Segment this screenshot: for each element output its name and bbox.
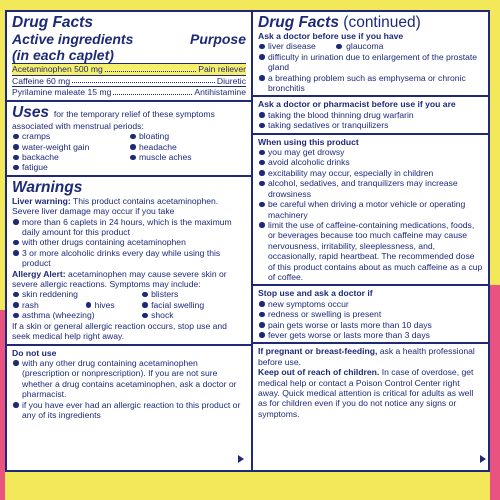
bullet-icon bbox=[259, 322, 265, 328]
bullet-icon bbox=[259, 181, 265, 187]
bullet-icon bbox=[142, 302, 148, 308]
do-not-use-heading: Do not use bbox=[12, 347, 57, 358]
bullet-icon bbox=[259, 222, 265, 228]
bullet-icon bbox=[86, 302, 92, 308]
pregnancy-children-section bbox=[253, 342, 488, 470]
bullet-icon bbox=[130, 155, 136, 161]
do-not-use-section bbox=[7, 344, 251, 471]
bullet-icon bbox=[259, 312, 265, 318]
bullet-icon bbox=[259, 150, 265, 156]
list-item: alcohol, sedatives, and tranquilizers may increase drowsiness bbox=[258, 178, 483, 199]
allergy-alert-label: Allergy Alert: bbox=[12, 268, 66, 279]
bullet-icon bbox=[13, 165, 19, 171]
continued-label: (continued) bbox=[343, 14, 421, 31]
ask-doctor-heading: Ask a doctor before use if you have bbox=[258, 31, 404, 41]
ask-doctor-list bbox=[258, 41, 483, 93]
list-item: if you have ever had an allergic reaction to this product or any of its ingredients bbox=[12, 400, 246, 421]
uses-paragraph bbox=[12, 104, 246, 131]
continue-arrow-icon bbox=[238, 455, 244, 463]
ingredient-row bbox=[12, 75, 246, 87]
warnings-section bbox=[7, 175, 251, 344]
list-item: hives bbox=[85, 300, 141, 310]
list-item: facial swelling bbox=[141, 300, 246, 310]
ingredient-purpose: Diuretic bbox=[216, 75, 246, 86]
bullet-icon bbox=[142, 292, 148, 298]
warnings-heading: Warnings bbox=[12, 178, 83, 196]
bullet-icon bbox=[336, 44, 342, 50]
bullet-icon bbox=[13, 219, 19, 225]
list-item: excitability may occur, especially in children bbox=[258, 168, 483, 178]
ingredient-row bbox=[12, 86, 246, 98]
list-item: rash bbox=[12, 300, 85, 310]
liver-warning-list bbox=[12, 217, 246, 269]
drug-facts-panel bbox=[5, 10, 490, 472]
bullet-icon bbox=[13, 144, 19, 150]
active-ingredients-subheading bbox=[12, 47, 246, 63]
bullet-icon bbox=[13, 302, 19, 308]
ingredient-name: Pyrilamine maleate 15 mg bbox=[12, 87, 112, 98]
bullet-icon bbox=[259, 112, 265, 118]
bullet-icon bbox=[259, 202, 265, 208]
keep-out-of-reach bbox=[258, 367, 483, 419]
list-item: cramps bbox=[12, 131, 129, 141]
list-item: you may get drowsy bbox=[258, 147, 483, 157]
bullet-icon bbox=[259, 301, 265, 307]
ingredient-purpose: Pain reliever bbox=[198, 64, 246, 74]
bullet-icon bbox=[13, 240, 19, 246]
stop-use-list bbox=[258, 299, 483, 341]
drug-facts-title-right: Drug Facts bbox=[258, 14, 339, 31]
active-ingredients-heading: Active ingredients bbox=[12, 31, 134, 47]
list-item: bloating bbox=[129, 131, 246, 141]
bullet-icon bbox=[259, 123, 265, 129]
list-item: limit the use of caffeine-containing medications, foods, or beverages because too much caffeine may cause nervousness, irritability, sleeplessness, and, occasionally, rapid heartbeat. The recommended dose of this product contains about as much caffeine as a cup of coffee. bbox=[258, 220, 483, 282]
bullet-icon bbox=[259, 170, 265, 176]
list-item: skin reddening bbox=[12, 289, 141, 299]
bullet-icon bbox=[259, 332, 265, 338]
list-item: liver disease glaucoma bbox=[258, 41, 483, 51]
do-not-use-list bbox=[12, 358, 246, 420]
liver-warning-text: This product contains acetaminophen. Severe liver damage may occur if you take bbox=[12, 195, 219, 217]
list-item: shock bbox=[141, 310, 246, 320]
list-item: be careful when driving a motor vehicle or operating machinery bbox=[258, 199, 483, 220]
drug-facts-right-column bbox=[253, 12, 488, 470]
ask-pharmacist-list bbox=[258, 110, 483, 131]
list-item: redness or swelling is present bbox=[258, 309, 483, 319]
ingredient-row bbox=[12, 63, 246, 75]
drug-facts-left-column bbox=[7, 12, 253, 470]
bullet-icon bbox=[13, 134, 19, 140]
allergy-action-text: If a skin or general allergic reaction occurs, stop use and seek medical help right away. bbox=[12, 320, 227, 342]
uses-list bbox=[12, 131, 246, 173]
ask-pharmacist-heading: Ask a doctor or pharmacist before use if you are bbox=[258, 99, 456, 110]
list-item: fever gets worse or lasts more than 3 days bbox=[258, 330, 483, 340]
ingredient-purpose: Antihistamine bbox=[194, 87, 246, 98]
active-ingredients-header bbox=[12, 31, 246, 47]
stop-use-heading: Stop use and ask a doctor if bbox=[258, 288, 373, 299]
list-item: avoid alcoholic drinks bbox=[258, 157, 483, 167]
allergy-alert bbox=[12, 269, 246, 290]
purpose-heading: Purpose bbox=[189, 31, 246, 47]
pregnancy-warning bbox=[258, 346, 483, 367]
bullet-icon bbox=[13, 250, 19, 256]
list-item: with any other drug containing acetaminophen (prescription or nonprescription). If you are not sure whether a drug contains acetaminophen, ask a doctor or pharmacist. bbox=[12, 358, 246, 400]
uses-intro: for the temporary relief of these symptoms associated with menstrual periods: bbox=[12, 108, 215, 131]
bullet-icon bbox=[13, 313, 19, 319]
drug-facts-title: Drug Facts bbox=[12, 14, 93, 31]
list-item: with other drugs containing acetaminophen bbox=[12, 237, 246, 247]
list-item: taking sedatives or tranquilizers bbox=[258, 120, 483, 130]
pregnancy-label: If pregnant or breast-feeding, bbox=[258, 346, 378, 357]
list-item: fatigue bbox=[12, 162, 129, 172]
bullet-icon bbox=[130, 144, 136, 150]
list-item: difficulty in urination due to enlargement of the prostate gland bbox=[258, 52, 483, 73]
bullet-icon bbox=[13, 155, 19, 161]
ingredient-name: Caffeine 60 mg bbox=[12, 75, 71, 86]
ingredient-name: Acetaminophen 500 mg bbox=[12, 64, 103, 74]
bullet-icon bbox=[13, 402, 19, 408]
continue-arrow-icon bbox=[480, 455, 486, 463]
bullet-icon bbox=[130, 134, 136, 140]
list-item: new symptoms occur bbox=[258, 299, 483, 309]
bullet-icon bbox=[142, 313, 148, 319]
ask-pharmacist-section bbox=[253, 95, 488, 132]
bullet-icon bbox=[13, 292, 19, 298]
list-item: muscle aches bbox=[129, 152, 246, 162]
liver-warning-label: Liver warning: bbox=[12, 195, 71, 206]
list-item: more than 6 caplets in 24 hours, which is the maximum daily amount for this product bbox=[12, 217, 246, 238]
allergy-alert-text: acetaminophen may cause severe skin or severe allergic reactions. Symptoms may include: bbox=[12, 268, 227, 290]
list-item: blisters bbox=[141, 289, 246, 299]
list-item: asthma (wheezing) bbox=[12, 310, 141, 320]
bullet-icon bbox=[259, 160, 265, 166]
uses-section bbox=[7, 100, 251, 175]
keep-out-of-reach-label: Keep out of reach of children. bbox=[258, 367, 380, 378]
list-item: pain gets worse or lasts more than 10 days bbox=[258, 320, 483, 330]
when-using-list bbox=[258, 147, 483, 282]
bullet-icon bbox=[259, 75, 265, 81]
bullet-icon bbox=[259, 44, 265, 50]
stop-use-section bbox=[253, 284, 488, 342]
bullet-icon bbox=[13, 360, 19, 366]
list-item: backache bbox=[12, 152, 129, 162]
per-caplet-label: (in each caplet) bbox=[12, 47, 114, 63]
uses-heading: Uses bbox=[12, 103, 50, 121]
right-title-section bbox=[253, 12, 488, 95]
list-item: headache bbox=[129, 142, 246, 152]
list-item: a breathing problem such as emphysema or chronic bronchitis bbox=[258, 73, 483, 94]
liver-warning bbox=[12, 196, 246, 217]
keep-out-of-reach-text: In case of overdose, get medical help or contact a Poison Control Center right away. Quick medical attention is critical for adults as well as for children even if you do not notice any signs or symptoms. bbox=[258, 367, 474, 419]
list-item: water-weight gain bbox=[12, 142, 129, 152]
when-using-heading: When using this product bbox=[258, 136, 359, 147]
active-ingredients-section bbox=[7, 12, 251, 100]
list-item: 3 or more alcoholic drinks every day while using this product bbox=[12, 248, 246, 269]
when-using-section bbox=[253, 133, 488, 285]
list-item: taking the blood thinning drug warfarin bbox=[258, 110, 483, 120]
allergy-symptom-list bbox=[12, 289, 246, 320]
bullet-icon bbox=[259, 54, 265, 60]
package-edge-right bbox=[490, 0, 500, 500]
drug-facts-continued-title bbox=[258, 14, 483, 31]
pregnancy-text: ask a health professional before use. bbox=[258, 346, 475, 367]
